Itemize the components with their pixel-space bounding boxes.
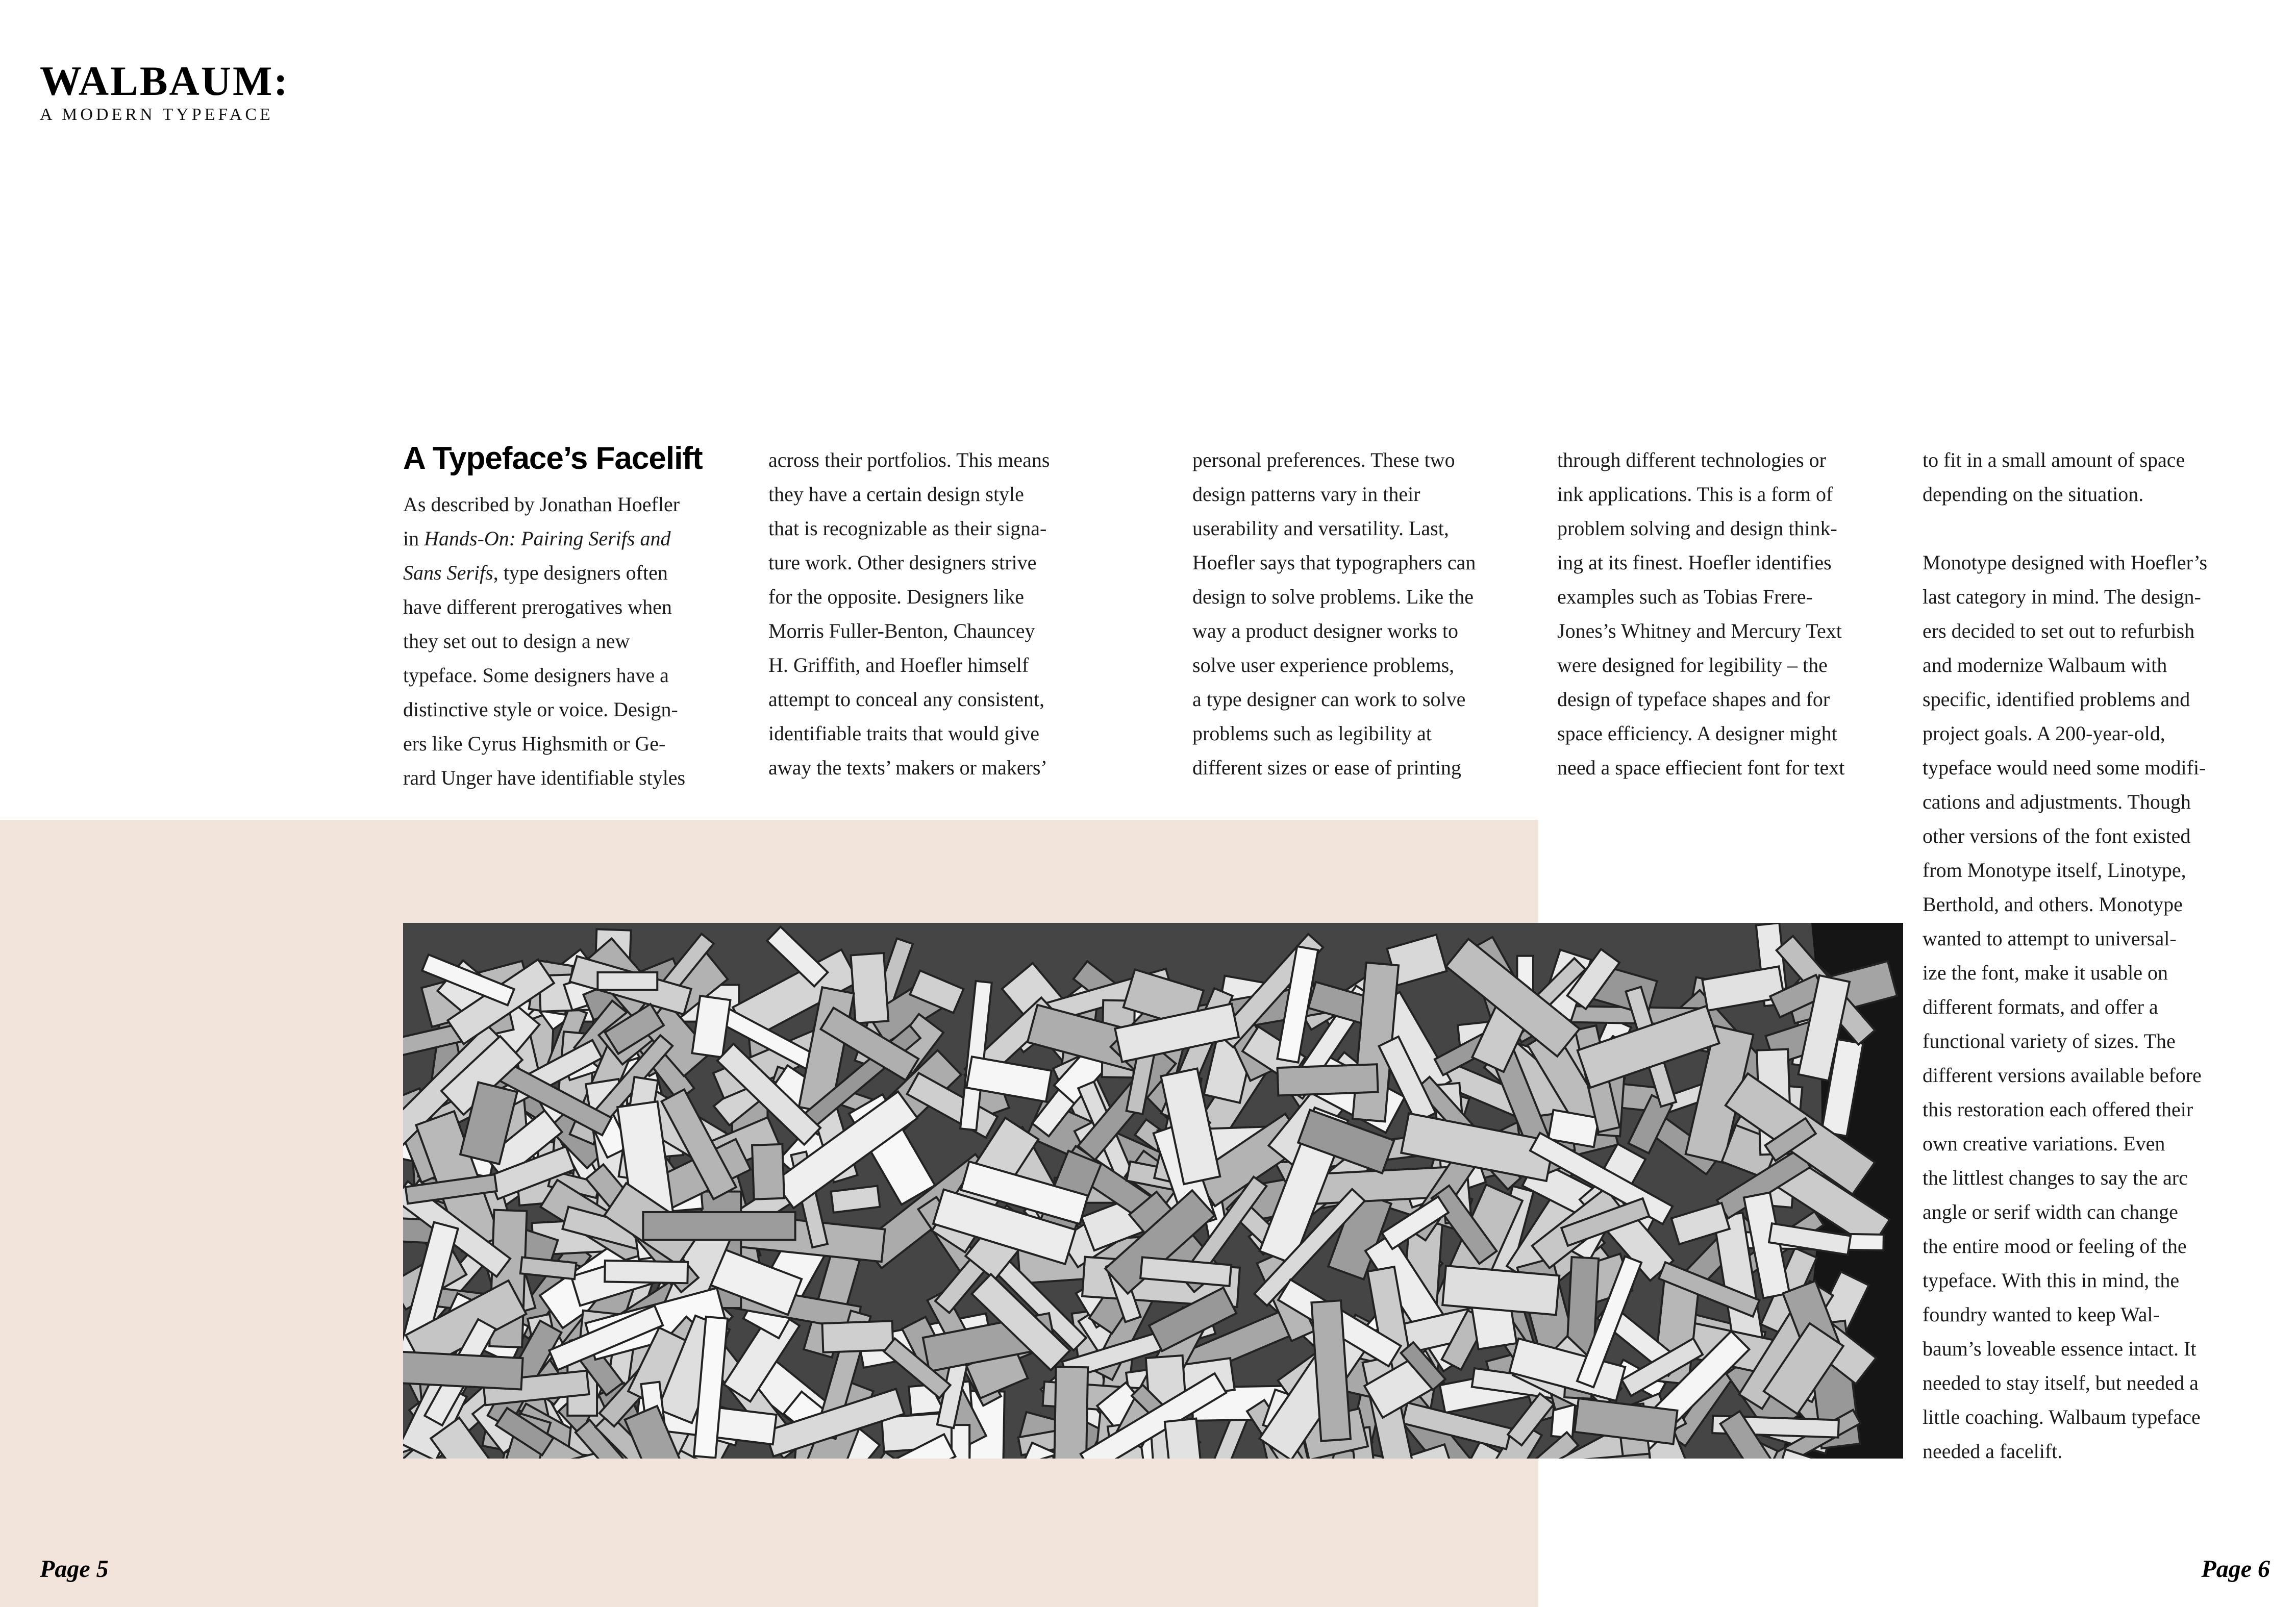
text-line: typeface. Some designers have a: [403, 664, 669, 687]
text-line: needed a facelift.: [1923, 1440, 2063, 1463]
text-line: Morris Fuller-Benton, Chauncey: [768, 619, 1035, 642]
text-line: userability and versatility. Last,: [1192, 517, 1449, 540]
type-piece: [692, 996, 730, 1058]
text-line: space efficiency. A designer might: [1557, 722, 1837, 745]
text-line: have different prerogatives when: [403, 595, 672, 618]
page-number-left: Page 5: [40, 1555, 109, 1583]
text-line: different versions available before: [1923, 1064, 2202, 1087]
text-line: Berthold, and others. Monotype: [1923, 893, 2183, 916]
text-line: personal preferences. These two: [1192, 448, 1455, 471]
text-line: rard Unger have identifiable styles: [403, 766, 686, 789]
text-segment: in: [403, 527, 425, 550]
text-line: ize the font, make it usable on: [1923, 961, 2168, 984]
metal-type-photo: [403, 923, 1903, 1459]
text-line: As described by Jonathan Hoefler: [403, 493, 680, 516]
text-line: design patterns vary in their: [1192, 483, 1420, 506]
text-column-1: [403, 487, 685, 795]
type-piece: [851, 953, 888, 1023]
type-piece: [643, 1212, 795, 1240]
text-line: typeface. With this in mind, the: [1923, 1269, 2180, 1292]
text-line: attempt to conceal any consistent,: [768, 688, 1044, 711]
text-line: from Monotype itself, Linotype,: [1923, 859, 2186, 882]
text-line: little coaching. Walbaum typeface: [1923, 1405, 2201, 1428]
scattered-type-image: [403, 923, 1903, 1459]
text-line: solve user experience problems,: [1192, 654, 1455, 676]
text-line: through different technologies or: [1557, 448, 1826, 471]
text-line: ers like Cyrus Highsmith or Ge-: [403, 732, 666, 755]
text-line: Jones’s Whitney and Mercury Text: [1557, 619, 1842, 642]
text-line: to fit in a small amount of space: [1923, 448, 2185, 471]
text-line: Hoefler says that typographers can: [1192, 551, 1476, 574]
text-line: angle or serif width can change: [1923, 1200, 2178, 1223]
text-line: ing at its finest. Hoefler identifies: [1557, 551, 1832, 574]
text-line: they have a certain design style: [768, 483, 1024, 506]
text-column-5: [1923, 443, 2207, 1468]
text-column-3: [1192, 443, 1476, 785]
text-line: different sizes or ease of printing: [1192, 756, 1461, 779]
text-line: ture work. Other designers strive: [768, 551, 1037, 574]
text-line: Monotype designed with Hoefler’s: [1923, 551, 2208, 574]
text-line: for the opposite. Designers like: [768, 585, 1024, 608]
text-line: problem solving and design think-: [1557, 517, 1837, 540]
type-piece: [605, 1261, 688, 1283]
text-line: design to solve problems. Like the: [1192, 585, 1474, 608]
text-line: specific, identified problems and: [1923, 688, 2190, 711]
text-line: [1923, 511, 2207, 545]
italic-title-text: Hands-On: Pairing Serifs and: [424, 527, 671, 550]
text-line: away the texts’ makers or makers’: [768, 756, 1047, 779]
type-piece: [822, 1321, 893, 1352]
text-line: ers decided to set out to refurbish: [1923, 619, 2195, 642]
text-line: design of typeface shapes and for: [1557, 688, 1830, 711]
text-line: way a product designer works to: [1192, 619, 1458, 642]
magazine-subtitle: A MODERN TYPEFACE: [40, 105, 273, 124]
text-line: the entire mood or feeling of the: [1923, 1235, 2187, 1258]
article-heading: A Typeface’s Facelift: [403, 441, 703, 476]
text-line: wanted to attempt to universal-: [1923, 927, 2177, 950]
text-line: different formats, and offer a: [1923, 995, 2158, 1018]
text-line: this restoration each offered their: [1923, 1098, 2193, 1121]
text-line: they set out to design a new: [403, 630, 630, 652]
text-line: last category in mind. The design-: [1923, 585, 2201, 608]
italic-title-text: Sans Serifs: [403, 561, 493, 584]
text-line: project goals. A 200-year-old,: [1923, 722, 2165, 745]
type-piece: [1277, 1064, 1378, 1095]
type-piece: [403, 1351, 523, 1390]
text-line: identifiable traits that would give: [768, 722, 1039, 745]
type-piece: [831, 1186, 880, 1212]
text-line: ink applications. This is a form of: [1557, 483, 1833, 506]
text-line: cations and adjustments. Though: [1923, 790, 2191, 813]
page-number-right: Page 6: [2201, 1555, 2270, 1583]
text-line: [403, 521, 685, 556]
type-piece: [597, 972, 657, 990]
type-piece: [752, 1144, 784, 1199]
magazine-title: WALBAUM:: [40, 58, 289, 104]
text-line: other versions of the font existed: [1923, 824, 2191, 847]
text-line: a type designer can work to solve: [1192, 688, 1466, 711]
text-line: the littlest changes to say the arc: [1923, 1166, 2188, 1189]
text-line: distinctive style or voice. Design-: [403, 698, 678, 721]
text-line: problems such as legibility at: [1192, 722, 1432, 745]
text-column-4: [1557, 443, 1844, 785]
text-line: [403, 556, 685, 590]
text-line: need a space effiecient font for text: [1557, 756, 1845, 779]
text-line: depending on the situation.: [1923, 483, 2144, 506]
text-line: H. Griffith, and Hoefler himself: [768, 654, 1029, 676]
text-line: across their portfolios. This means: [768, 448, 1050, 471]
text-line: needed to stay itself, but needed a: [1923, 1371, 2199, 1394]
text-column-2: [768, 443, 1050, 785]
text-line: examples such as Tobias Frere-: [1557, 585, 1813, 608]
type-piece: [1054, 1367, 1088, 1459]
text-segment: , type designers often: [493, 561, 668, 584]
text-line: and modernize Walbaum with: [1923, 654, 2167, 676]
text-line: functional variety of sizes. The: [1923, 1030, 2176, 1052]
text-line: foundry wanted to keep Wal-: [1923, 1303, 2160, 1326]
type-piece: [1442, 1266, 1559, 1315]
text-line: own creative variations. Even: [1923, 1132, 2165, 1155]
text-line: baum’s loveable essence intact. It: [1923, 1337, 2197, 1360]
text-line: typeface would need some modifi-: [1923, 756, 2206, 779]
text-line: were designed for legibility – the: [1557, 654, 1828, 676]
text-line: that is recognizable as their signa-: [768, 517, 1047, 540]
